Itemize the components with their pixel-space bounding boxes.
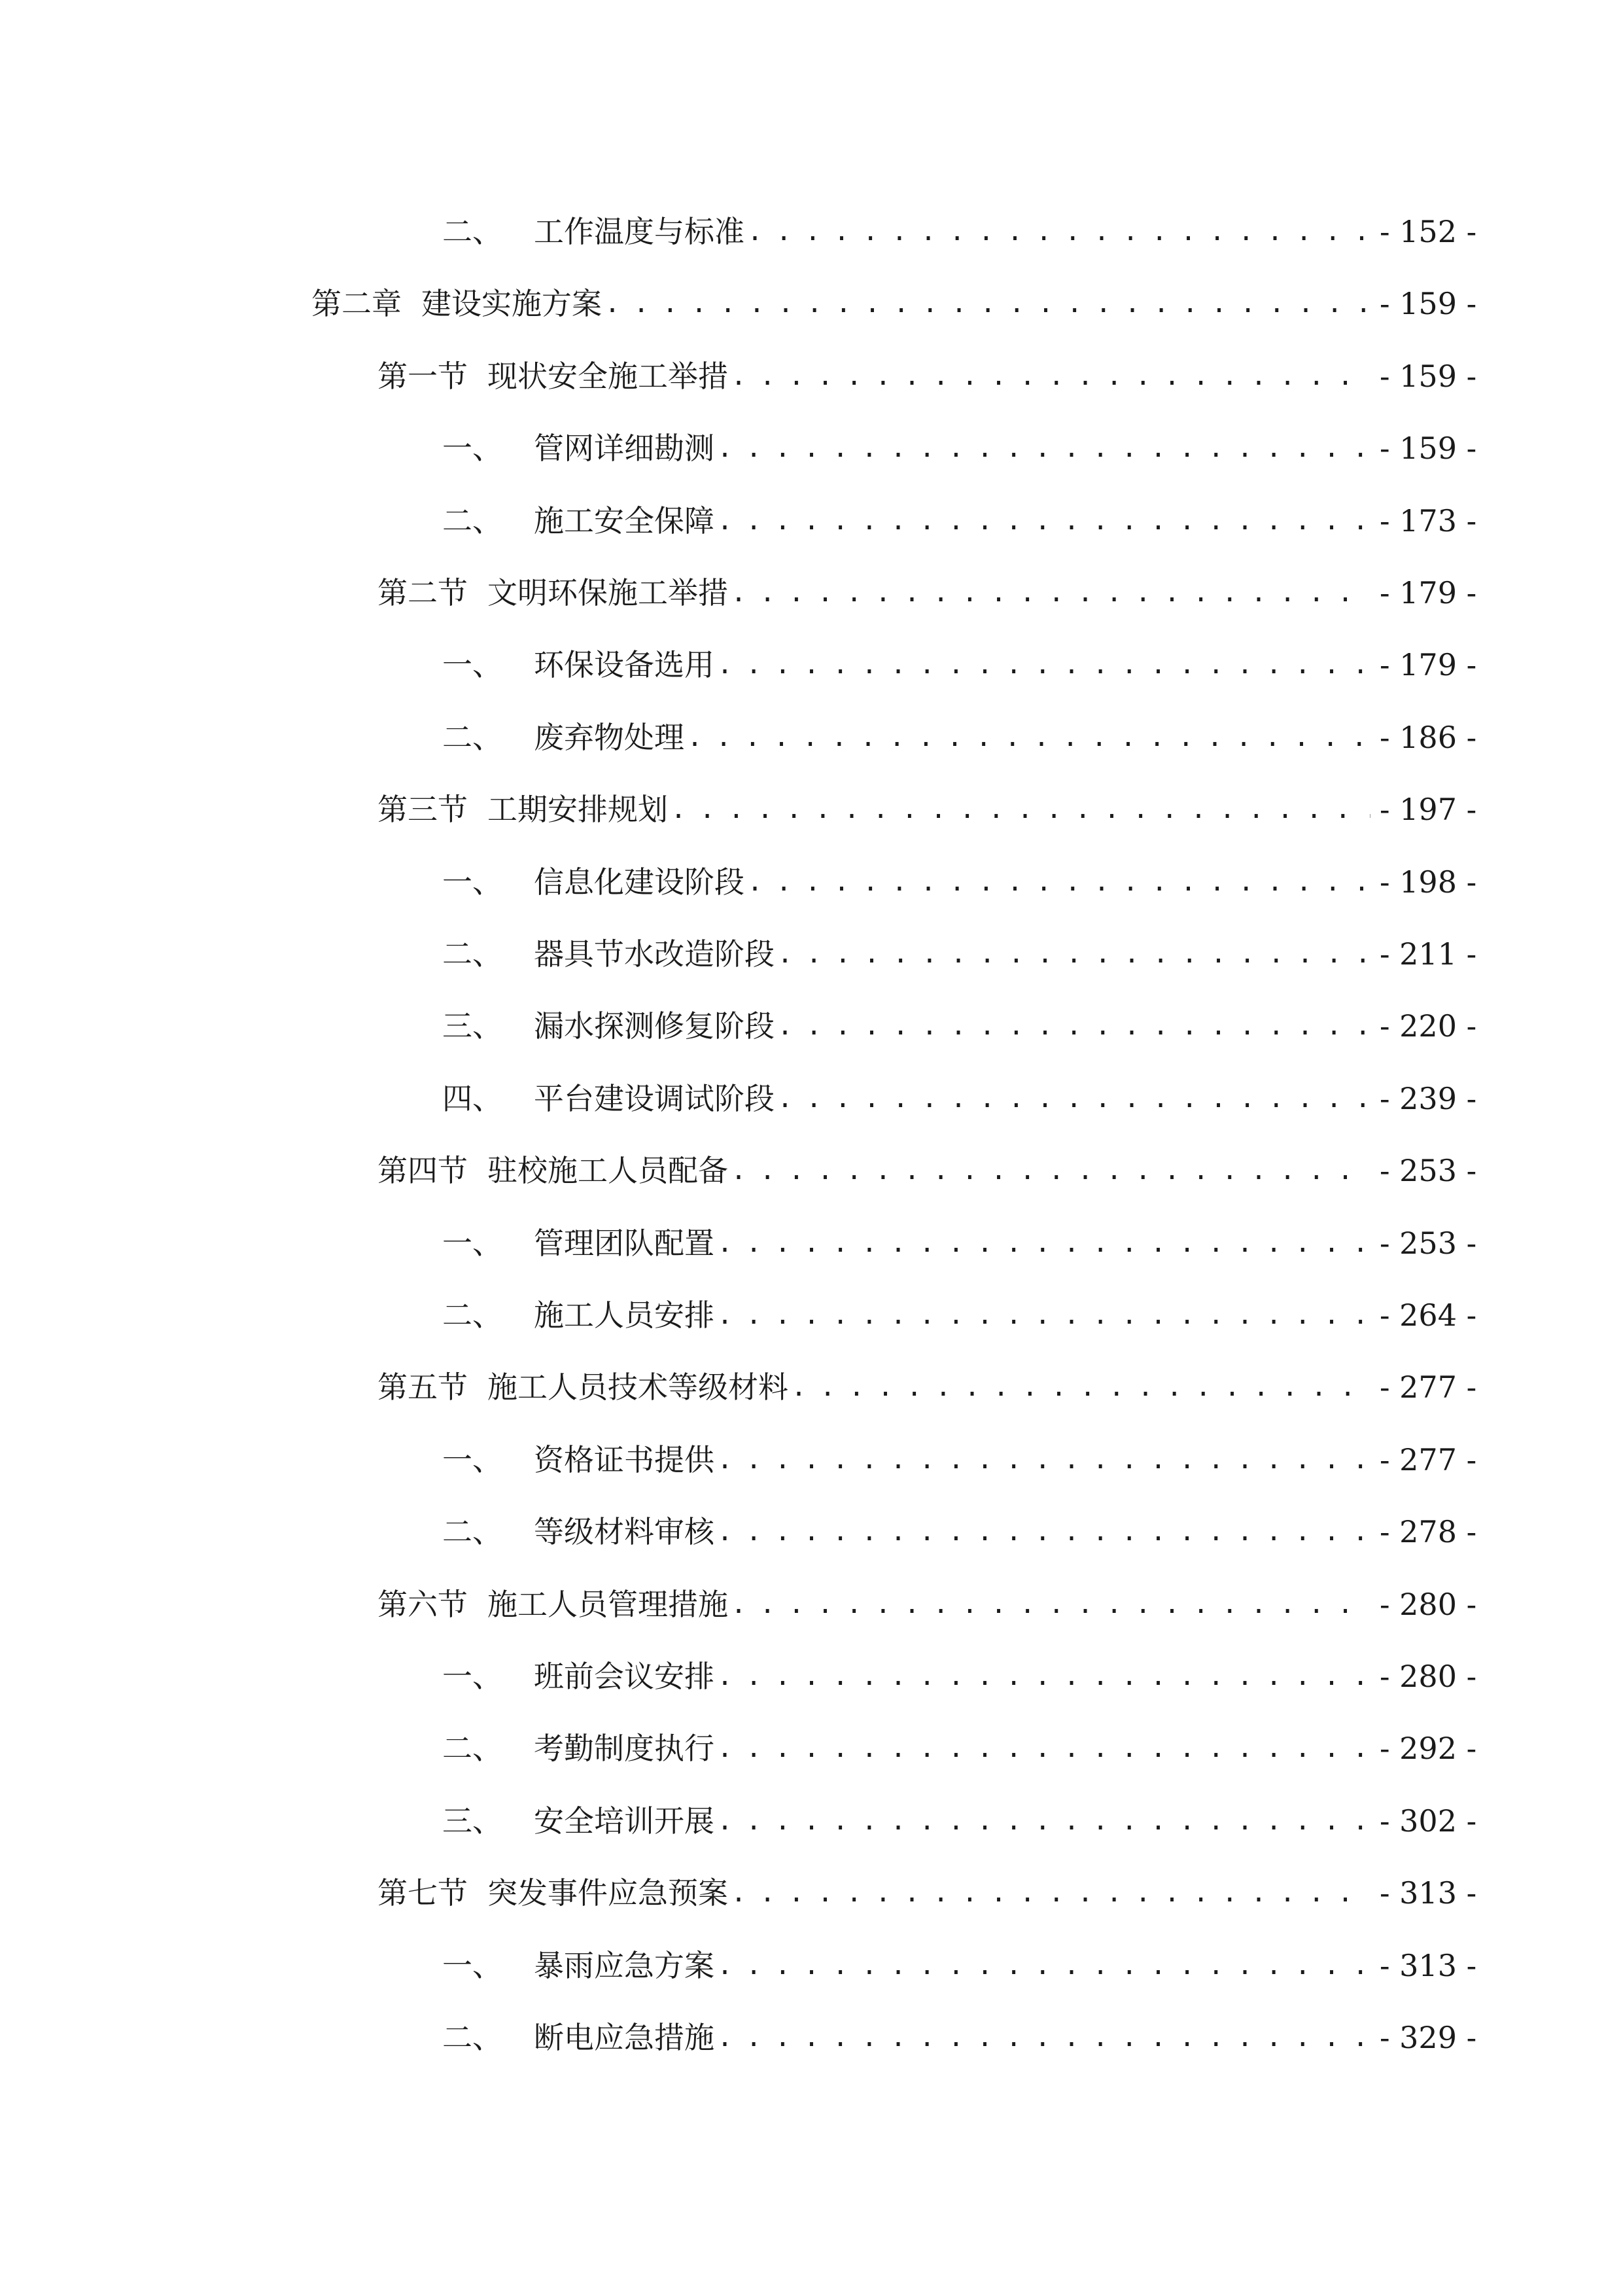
toc-entry[interactable] [0, 1063, 1623, 1118]
toc-entry-number: 第二章 [311, 286, 402, 321]
toc-entry-title: 平台建设调试阶段 [534, 1081, 775, 1116]
toc-entry[interactable] [0, 486, 1623, 540]
toc-dot-leader [717, 1296, 1370, 1335]
toc-page-number: - 198 - [1380, 864, 1477, 900]
toc-entry[interactable] [0, 1858, 1623, 1913]
toc-dot-leader [717, 1512, 1370, 1551]
toc-entry[interactable] [0, 1930, 1623, 1985]
toc-entry[interactable] [0, 1424, 1623, 1479]
toc-page-number: - 173 - [1380, 503, 1477, 539]
toc-entry-title: 施工人员安排 [534, 1298, 714, 1333]
toc-entry-title: 管理团队配置 [534, 1226, 714, 1261]
toc-entry[interactable] [0, 268, 1623, 323]
toc-entry[interactable] [0, 1280, 1623, 1335]
toc-page-number: - 280 - [1380, 1659, 1477, 1694]
toc-entry-title: 管网详细勘测 [534, 431, 714, 466]
toc-page-number: - 239 - [1380, 1081, 1477, 1116]
toc-entry-number: 第一节 [377, 359, 468, 394]
toc-page-number: - 220 - [1380, 1008, 1477, 1044]
toc-entry-title: 班前会议安排 [534, 1659, 714, 1694]
toc-entry[interactable] [0, 557, 1623, 612]
toc-entry-number: 一、 [442, 1226, 502, 1261]
toc-dot-leader [717, 2018, 1370, 2057]
toc-page-number: - 313 - [1380, 1875, 1477, 1911]
toc-entry[interactable] [0, 629, 1623, 684]
toc-entry-number: 三、 [442, 1803, 502, 1839]
toc-dot-leader [671, 790, 1370, 829]
toc-dot-leader [731, 573, 1370, 612]
toc-dot-leader [717, 1657, 1370, 1696]
toc-entry-title: 施工人员技术等级材料 [487, 1369, 788, 1405]
toc-page-number: - 292 - [1380, 1731, 1477, 1766]
toc-page-number: - 186 - [1380, 720, 1477, 755]
toc-entry-number: 一、 [442, 1948, 502, 1983]
toc-entry-number: 一、 [442, 1442, 502, 1477]
toc-entry-title: 建设实施方案 [421, 286, 602, 321]
toc-entry[interactable] [0, 2002, 1623, 2057]
toc-dot-leader [717, 645, 1370, 684]
toc-dot-leader [717, 501, 1370, 540]
toc-page-number: - 302 - [1380, 1803, 1477, 1839]
toc-entry-number: 二、 [442, 1514, 502, 1549]
toc-entry-title: 信息化建设阶段 [534, 864, 744, 900]
toc-dot-leader [604, 284, 1370, 323]
toc-entry[interactable] [0, 1208, 1623, 1263]
toc-entry-number: 二、 [442, 2020, 502, 2055]
toc-entry-title: 施工人员管理措施 [487, 1587, 728, 1622]
toc-entry-title: 漏水探测修复阶段 [534, 1008, 775, 1044]
toc-dot-leader [747, 862, 1370, 902]
toc-dot-leader [777, 934, 1370, 974]
toc-dot-leader [731, 1151, 1370, 1190]
toc-entry-number: 第二节 [377, 575, 468, 610]
toc-entry-title: 安全培训开展 [534, 1803, 714, 1839]
toc-page-number: - 277 - [1380, 1442, 1477, 1477]
toc-dot-leader [717, 429, 1370, 468]
toc-entry-title: 施工安全保障 [534, 503, 714, 539]
toc-page-number: - 211 - [1380, 936, 1477, 972]
toc-entry-number: 一、 [442, 647, 502, 682]
toc-entry[interactable] [0, 991, 1623, 1046]
toc-entry-title: 废弃物处理 [534, 720, 684, 755]
toc-page-number: - 179 - [1380, 575, 1477, 610]
toc-dot-leader [791, 1368, 1370, 1407]
toc-dot-leader [731, 1585, 1370, 1624]
toc-page-number: - 159 - [1380, 286, 1477, 321]
toc-entry-number: 第三节 [377, 792, 468, 827]
toc-entry-title: 断电应急措施 [534, 2020, 714, 2055]
toc-entry[interactable] [0, 413, 1623, 468]
toc-entry-title: 环保设备选用 [534, 647, 714, 682]
toc-entry[interactable] [0, 1135, 1623, 1190]
toc-page-number: - 280 - [1380, 1587, 1477, 1622]
toc-dot-leader [717, 1946, 1370, 1985]
toc-entry-title: 考勤制度执行 [534, 1731, 714, 1766]
toc-page-number: - 278 - [1380, 1514, 1477, 1549]
toc-page-number: - 253 - [1380, 1153, 1477, 1188]
toc-entry-title: 工期安排规划 [487, 792, 668, 827]
toc-entry-title: 文明环保施工举措 [487, 575, 728, 610]
toc-page-number: - 264 - [1380, 1298, 1477, 1333]
toc-entry-number: 第五节 [377, 1369, 468, 1405]
toc-entry-title: 工作温度与标准 [534, 214, 744, 249]
toc-entry[interactable] [0, 1352, 1623, 1407]
toc-page-number: - 179 - [1380, 647, 1477, 682]
toc-dot-leader [717, 1440, 1370, 1479]
toc-entry-number: 二、 [442, 936, 502, 972]
toc-entry-number: 二、 [442, 503, 502, 539]
toc-entry[interactable] [0, 196, 1623, 251]
toc-entry-number: 三、 [442, 1008, 502, 1044]
toc-entry-number: 二、 [442, 214, 502, 249]
toc-dot-leader [777, 1079, 1370, 1118]
toc-entry[interactable] [0, 774, 1623, 829]
toc-entry-number: 四、 [442, 1081, 502, 1116]
toc-entry-number: 二、 [442, 1298, 502, 1333]
toc-entry[interactable] [0, 847, 1623, 902]
toc-entry-number: 一、 [442, 864, 502, 900]
toc-entry[interactable] [0, 1641, 1623, 1696]
toc-entry[interactable] [0, 702, 1623, 757]
toc-entry-number: 二、 [442, 720, 502, 755]
toc-entry-number: 第四节 [377, 1153, 468, 1188]
toc-page-number: - 329 - [1380, 2020, 1477, 2055]
toc-entry-title: 突发事件应急预案 [487, 1875, 728, 1911]
toc-entry-number: 第六节 [377, 1587, 468, 1622]
toc-entry-number: 二、 [442, 1731, 502, 1766]
toc-page-number: - 159 - [1380, 359, 1477, 394]
toc-page-number: - 277 - [1380, 1369, 1477, 1405]
toc-entry[interactable] [0, 919, 1623, 974]
toc-entry[interactable] [0, 341, 1623, 396]
toc-entry-title: 等级材料审核 [534, 1514, 714, 1549]
toc-page-number: - 159 - [1380, 431, 1477, 466]
toc-dot-leader [717, 1729, 1370, 1768]
toc-entry-title: 现状安全施工举措 [487, 359, 728, 394]
toc-entry[interactable] [0, 1569, 1623, 1624]
toc-dot-leader [687, 718, 1370, 757]
toc-dot-leader [717, 1801, 1370, 1841]
toc-dot-leader [717, 1224, 1370, 1263]
toc-dot-leader [747, 212, 1370, 251]
toc-page-number: - 152 - [1380, 214, 1477, 249]
toc-entry-title: 暴雨应急方案 [534, 1948, 714, 1983]
toc-entry[interactable] [0, 1496, 1623, 1551]
toc-entry-number: 第七节 [377, 1875, 468, 1911]
toc-dot-leader [731, 357, 1370, 396]
toc-entry-number: 一、 [442, 1659, 502, 1694]
toc-entry-title: 驻校施工人员配备 [487, 1153, 728, 1188]
toc-entry-title: 器具节水改造阶段 [534, 936, 775, 972]
toc-entry-title: 资格证书提供 [534, 1442, 714, 1477]
toc-entry[interactable] [0, 1786, 1623, 1841]
toc-dot-leader [777, 1006, 1370, 1046]
toc-page-number: - 313 - [1380, 1948, 1477, 1983]
toc-page-number: - 253 - [1380, 1226, 1477, 1261]
toc-entry[interactable] [0, 1713, 1623, 1768]
toc-dot-leader [731, 1873, 1370, 1913]
toc-page-number: - 197 - [1380, 792, 1477, 827]
toc-entry-number: 一、 [442, 431, 502, 466]
